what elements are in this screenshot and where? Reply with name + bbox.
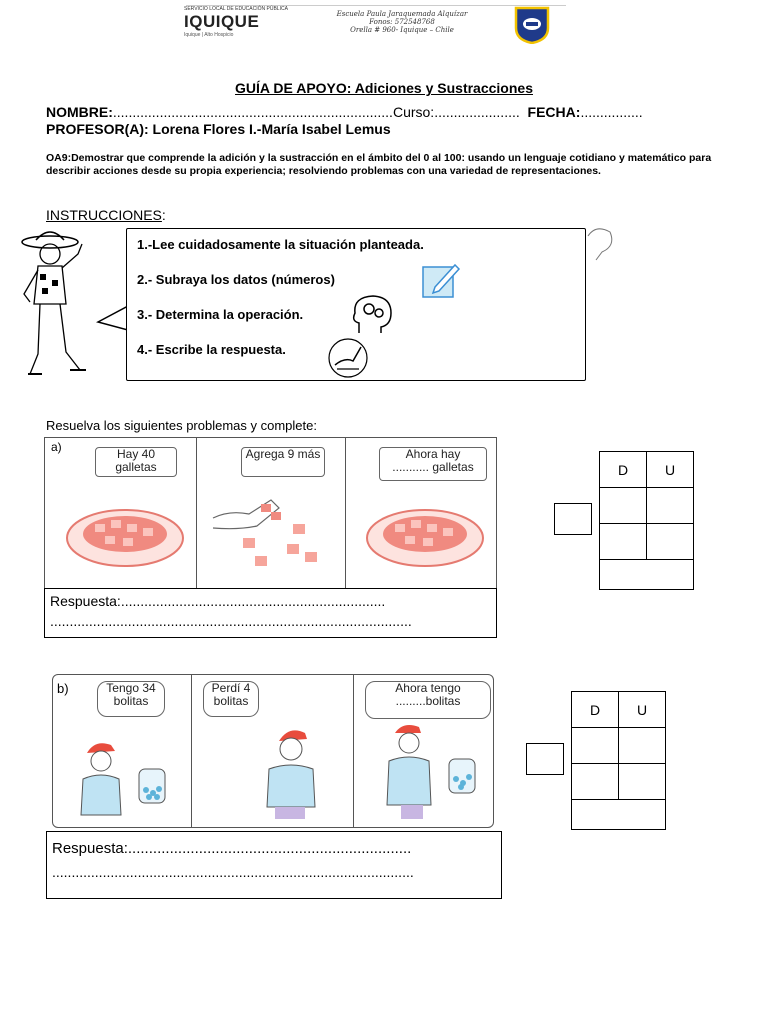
answer-box-a <box>44 588 497 638</box>
table-cell[interactable] <box>647 488 694 524</box>
logo-small-text: SERVICIO LOCAL DE EDUCACIÓN PÚBLICA <box>184 6 288 12</box>
school-info <box>332 10 472 34</box>
curso-field[interactable]: ...................... <box>434 104 520 120</box>
student-info-line <box>46 104 643 120</box>
instructions-colon: : <box>161 207 166 223</box>
hand-adding-cookies-icon <box>209 482 329 578</box>
school-name: Escuela Paula Jaraquemada Alquízar <box>336 10 468 18</box>
instructions-heading <box>46 207 166 223</box>
answer-b-line1 <box>52 840 411 857</box>
table-cell[interactable] <box>647 524 694 560</box>
bubble-a3-end: galletas <box>432 460 474 474</box>
table-cell[interactable] <box>572 728 619 764</box>
answer-a-blank2[interactable]: ............................................................................................. <box>50 613 412 629</box>
logo-sub-text: Iquique | Alto Hospicio <box>184 32 234 38</box>
underline-pencil-icon <box>421 261 461 299</box>
bubble-a1: Hay 40 galletas <box>95 447 177 477</box>
panel-divider <box>345 438 346 588</box>
nombre-label: NOMBRE: <box>46 104 113 120</box>
bubble-a2: Agrega 9 más <box>241 447 325 477</box>
boy-with-marbles-icon <box>373 721 485 827</box>
school-phone: Fonos: 572548768 <box>369 18 435 26</box>
respuesta-label: Respuesta: <box>52 840 128 857</box>
cookie-plate-icon <box>65 498 185 568</box>
thinking-head-icon <box>349 293 395 335</box>
boy-icon <box>249 715 329 827</box>
step-4: 4.- Escribe la respuesta. <box>137 342 286 357</box>
instructions-label: INSTRUCCIONES <box>46 207 162 223</box>
bubble-b3-blank[interactable]: ......... <box>395 694 426 708</box>
school-crest-icon <box>514 6 550 44</box>
page-title: GUÍA DE APOYO: Adiciones y Sustracciones <box>235 80 533 96</box>
answer-box-b <box>46 831 502 899</box>
instructions-box <box>126 228 586 381</box>
cowboy-illustration-icon <box>10 224 110 384</box>
answer-square-a[interactable] <box>554 503 592 535</box>
writing-hand-icon <box>327 337 369 379</box>
bubble-b2: Perdí 4 bolitas <box>203 681 259 717</box>
table-cell[interactable] <box>600 524 647 560</box>
answer-b-blank2[interactable]: ............................................................................................. <box>52 864 414 880</box>
table-cell[interactable] <box>572 800 666 830</box>
respuesta-label: Respuesta: <box>50 593 121 609</box>
panel-divider <box>191 675 192 827</box>
bubble-b3 <box>365 681 491 719</box>
bubble-b1: Tengo 34 bolitas <box>97 681 165 717</box>
problem-a-panel <box>44 437 497 589</box>
problem-b-label: b) <box>57 681 69 696</box>
learning-objective: OA9:Demostrar que comprende la adición y la sustracción en el ámbito del 0 al 100: usando un lenguaje cotidiano y matemático para describir acciones desde su propia experiencia; resolviendo problemas con una variedad de representaciones. <box>46 152 712 177</box>
nombre-field[interactable]: ........................................................................ <box>112 104 393 120</box>
speech-tail <box>96 300 130 340</box>
exercise-instruction: Resuelva los siguientes problemas y complete: <box>46 418 317 433</box>
table-cell[interactable] <box>600 488 647 524</box>
place-value-table-b <box>571 691 666 830</box>
slep-logo <box>184 6 304 42</box>
fecha-label: FECHA: <box>527 104 581 120</box>
fecha-field[interactable]: ................ <box>580 104 643 120</box>
boy-with-marbles-icon <box>75 735 185 827</box>
table-cell[interactable] <box>600 560 694 590</box>
answer-b-blank1[interactable]: .................................................................... <box>127 840 412 857</box>
units-header: U <box>619 692 666 728</box>
logo-name: IQUIQUE <box>184 12 260 31</box>
answer-a-blank1[interactable]: .................................................................... <box>120 593 386 609</box>
tens-header: D <box>572 692 619 728</box>
tens-header: D <box>600 452 647 488</box>
step-3: 3.- Determina la operación. <box>137 307 304 322</box>
profesor-line: PROFESOR(A): Lorena Flores I.-María Isabel Lemus <box>46 121 391 137</box>
place-value-table-a <box>599 451 694 590</box>
bubble-a3-top: Ahora hay <box>405 447 461 461</box>
bubble-b3-end: bolitas <box>425 694 461 708</box>
table-cell[interactable] <box>572 764 619 800</box>
table-cell[interactable] <box>619 764 666 800</box>
panel-divider <box>196 438 197 588</box>
table-cell[interactable] <box>619 728 666 764</box>
school-address: Orella # 960- Iquique – Chile <box>350 26 454 34</box>
problem-b-panel <box>52 674 494 828</box>
bubble-b3-top: Ahora tengo <box>395 681 461 695</box>
bubble-a3-blank[interactable]: ........... <box>392 460 429 474</box>
decorative-doodle-icon <box>586 222 616 262</box>
problem-a-label: a) <box>51 440 62 454</box>
bubble-a3 <box>379 447 487 481</box>
units-header: U <box>647 452 694 488</box>
step-2: 2.- Subraya los datos (números) <box>137 272 335 287</box>
answer-square-b[interactable] <box>526 743 564 775</box>
step-1: 1.-Lee cuidadosamente la situación planteada. <box>137 237 424 252</box>
answer-a-line1 <box>50 593 385 609</box>
cookie-plate-icon <box>365 498 485 568</box>
curso-label: Curso: <box>392 104 435 120</box>
panel-divider <box>353 675 354 827</box>
